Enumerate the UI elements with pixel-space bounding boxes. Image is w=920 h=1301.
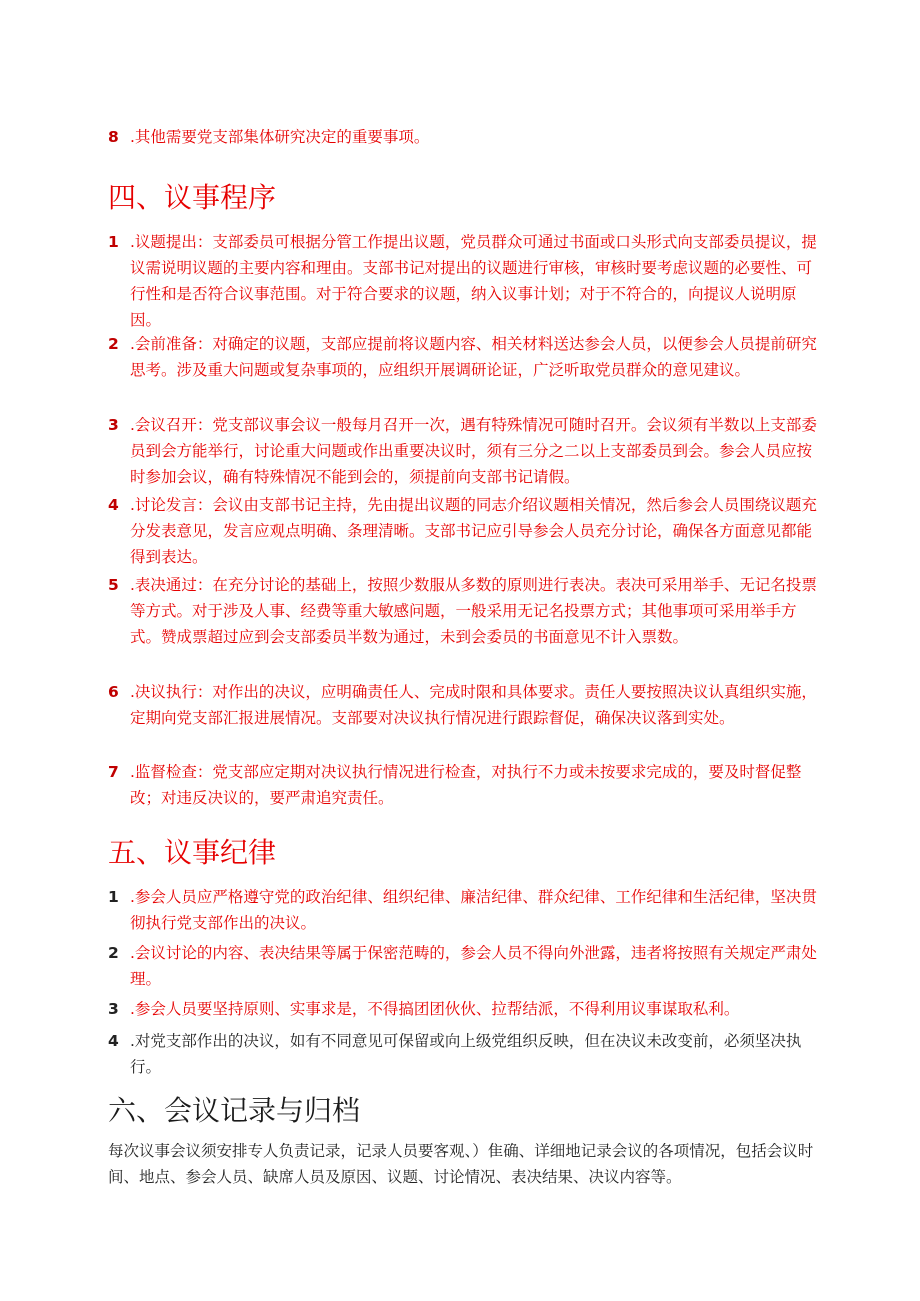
item-text: .对党支部作出的决议，如有不同意见可保留或向上级党组织反映，但在决议未改变前，必须坚决执行。: [130, 1032, 802, 1076]
item-number: 5: [108, 576, 119, 594]
item-number: 2: [108, 944, 119, 962]
section-4-heading: 四、议事程序: [108, 181, 277, 214]
item-number: 4: [108, 1032, 119, 1050]
item-number: 1: [108, 888, 119, 906]
item-text: .会议讨论的内容、表决结果等属于保密范畴的，参会人员不得向外泄露，违者将按照有关规定严肃处理。: [130, 944, 817, 988]
item-number: 2: [108, 335, 119, 353]
item-number: 1: [108, 233, 119, 251]
s5-item-4: [108, 1028, 820, 1080]
item-text: .议题提出：支部委员可根据分管工作提出议题，党员群众可通过书面或口头形式向支部委员提议，提议需说明议题的主要内容和理由。支部书记对提出的议题进行审核，审核时要考虑议题的必要性、可行性和是否符合议事范围。对于符合要求的议题，纳入议事计划；对于不符合的，向提议人说明原因。: [130, 233, 817, 329]
item-number: 6: [108, 683, 119, 701]
s4-item-6: [108, 679, 820, 731]
section-5-heading: 五、议事纪律: [108, 836, 277, 869]
item-text: .会议召开：党支部议事会议一般每月召开一次，遇有特殊情况可随时召开。会议须有半数以上支部委员到会方能举行，讨论重大问题或作出重要决议时，须有三分之二以上支部委员到会。参会人员应按时参加会议，确有特殊情况不能到会的，须提前向支部书记请假。: [130, 416, 817, 486]
s5-item-1: [108, 884, 820, 936]
item-text: .表决通过：在充分讨论的基础上，按照少数服从多数的原则进行表决。表决可采用举手、无记名投票等方式。对于涉及人事、经费等重大敏感问题，一般采用无记名投票方式；其他事项可采用举手方式。赞成票超过应到会支部委员半数为通过，未到会委员的书面意见不计入票数。: [130, 576, 817, 646]
list-item-prev-8: [108, 124, 820, 150]
item-text: .决议执行：对作出的决议，应明确责任人、完成时限和具体要求。责任人要按照决议认真组织实施，定期向党支部汇报进展情况。支部要对决议执行情况进行跟踪督促，确保决议落到实处。: [130, 683, 817, 727]
section-6-paragraph: 每次议事会议须安排专人负责记录，记录人员要客观、）隹确、详细地记录会议的各项情况，包括会议时间、地点、参会人员、缺席人员及原因、议题、讨论情况、表决结果、决议内容等。: [108, 1142, 814, 1186]
item-text: .参会人员应严格遵守党的政治纪律、组织纪律、廉洁纪律、群众纪律、工作纪律和生活纪律，坚决贯彻执行党支部作出的决议。: [130, 888, 817, 932]
item-text: .其他需要党支部集体研究决定的重要事项。: [130, 128, 430, 146]
section-6-heading: 六、会议记录与归档: [108, 1094, 361, 1127]
s5-item-3: [108, 996, 820, 1022]
item-number: 3: [108, 1000, 119, 1018]
item-number: 8: [108, 128, 119, 146]
item-text: .会前准备：对确定的议题，支部应提前将议题内容、相关材料送达参会人员，以便参会人员提前研究思考。涉及重大问题或复杂事项的，应组织开展调研论证，广泛听取党员群众的意见建议。: [130, 335, 817, 379]
s4-item-1: [108, 229, 820, 333]
item-text: .讨论发言：会议由支部书记主持，先由提出议题的同志介绍议题相关情况，然后参会人员围绕议题充分发表意见，发言应观点明确、条理清晰。支部书记应引导参会人员充分讨论，确保各方面意见都能得到表达。: [130, 496, 817, 566]
s4-item-7: [108, 759, 820, 811]
item-number: 4: [108, 496, 119, 514]
s4-item-2: [108, 331, 820, 383]
item-text: .监督检查：党支部应定期对决议执行情况进行检查，对执行不力或未按要求完成的，要及时督促整改；对违反决议的，要严肃追究责任。: [130, 763, 802, 807]
s4-item-3: [108, 412, 820, 490]
item-number: 3: [108, 416, 119, 434]
item-number: 7: [108, 763, 119, 781]
s4-item-4: [108, 492, 820, 570]
s4-item-5: [108, 572, 820, 650]
s5-item-2: [108, 940, 820, 992]
item-text: .参会人员要坚持原则、实事求是，不得搞团团伙伙、拉帮结派，不得利用议事谋取私利。: [130, 1000, 740, 1018]
